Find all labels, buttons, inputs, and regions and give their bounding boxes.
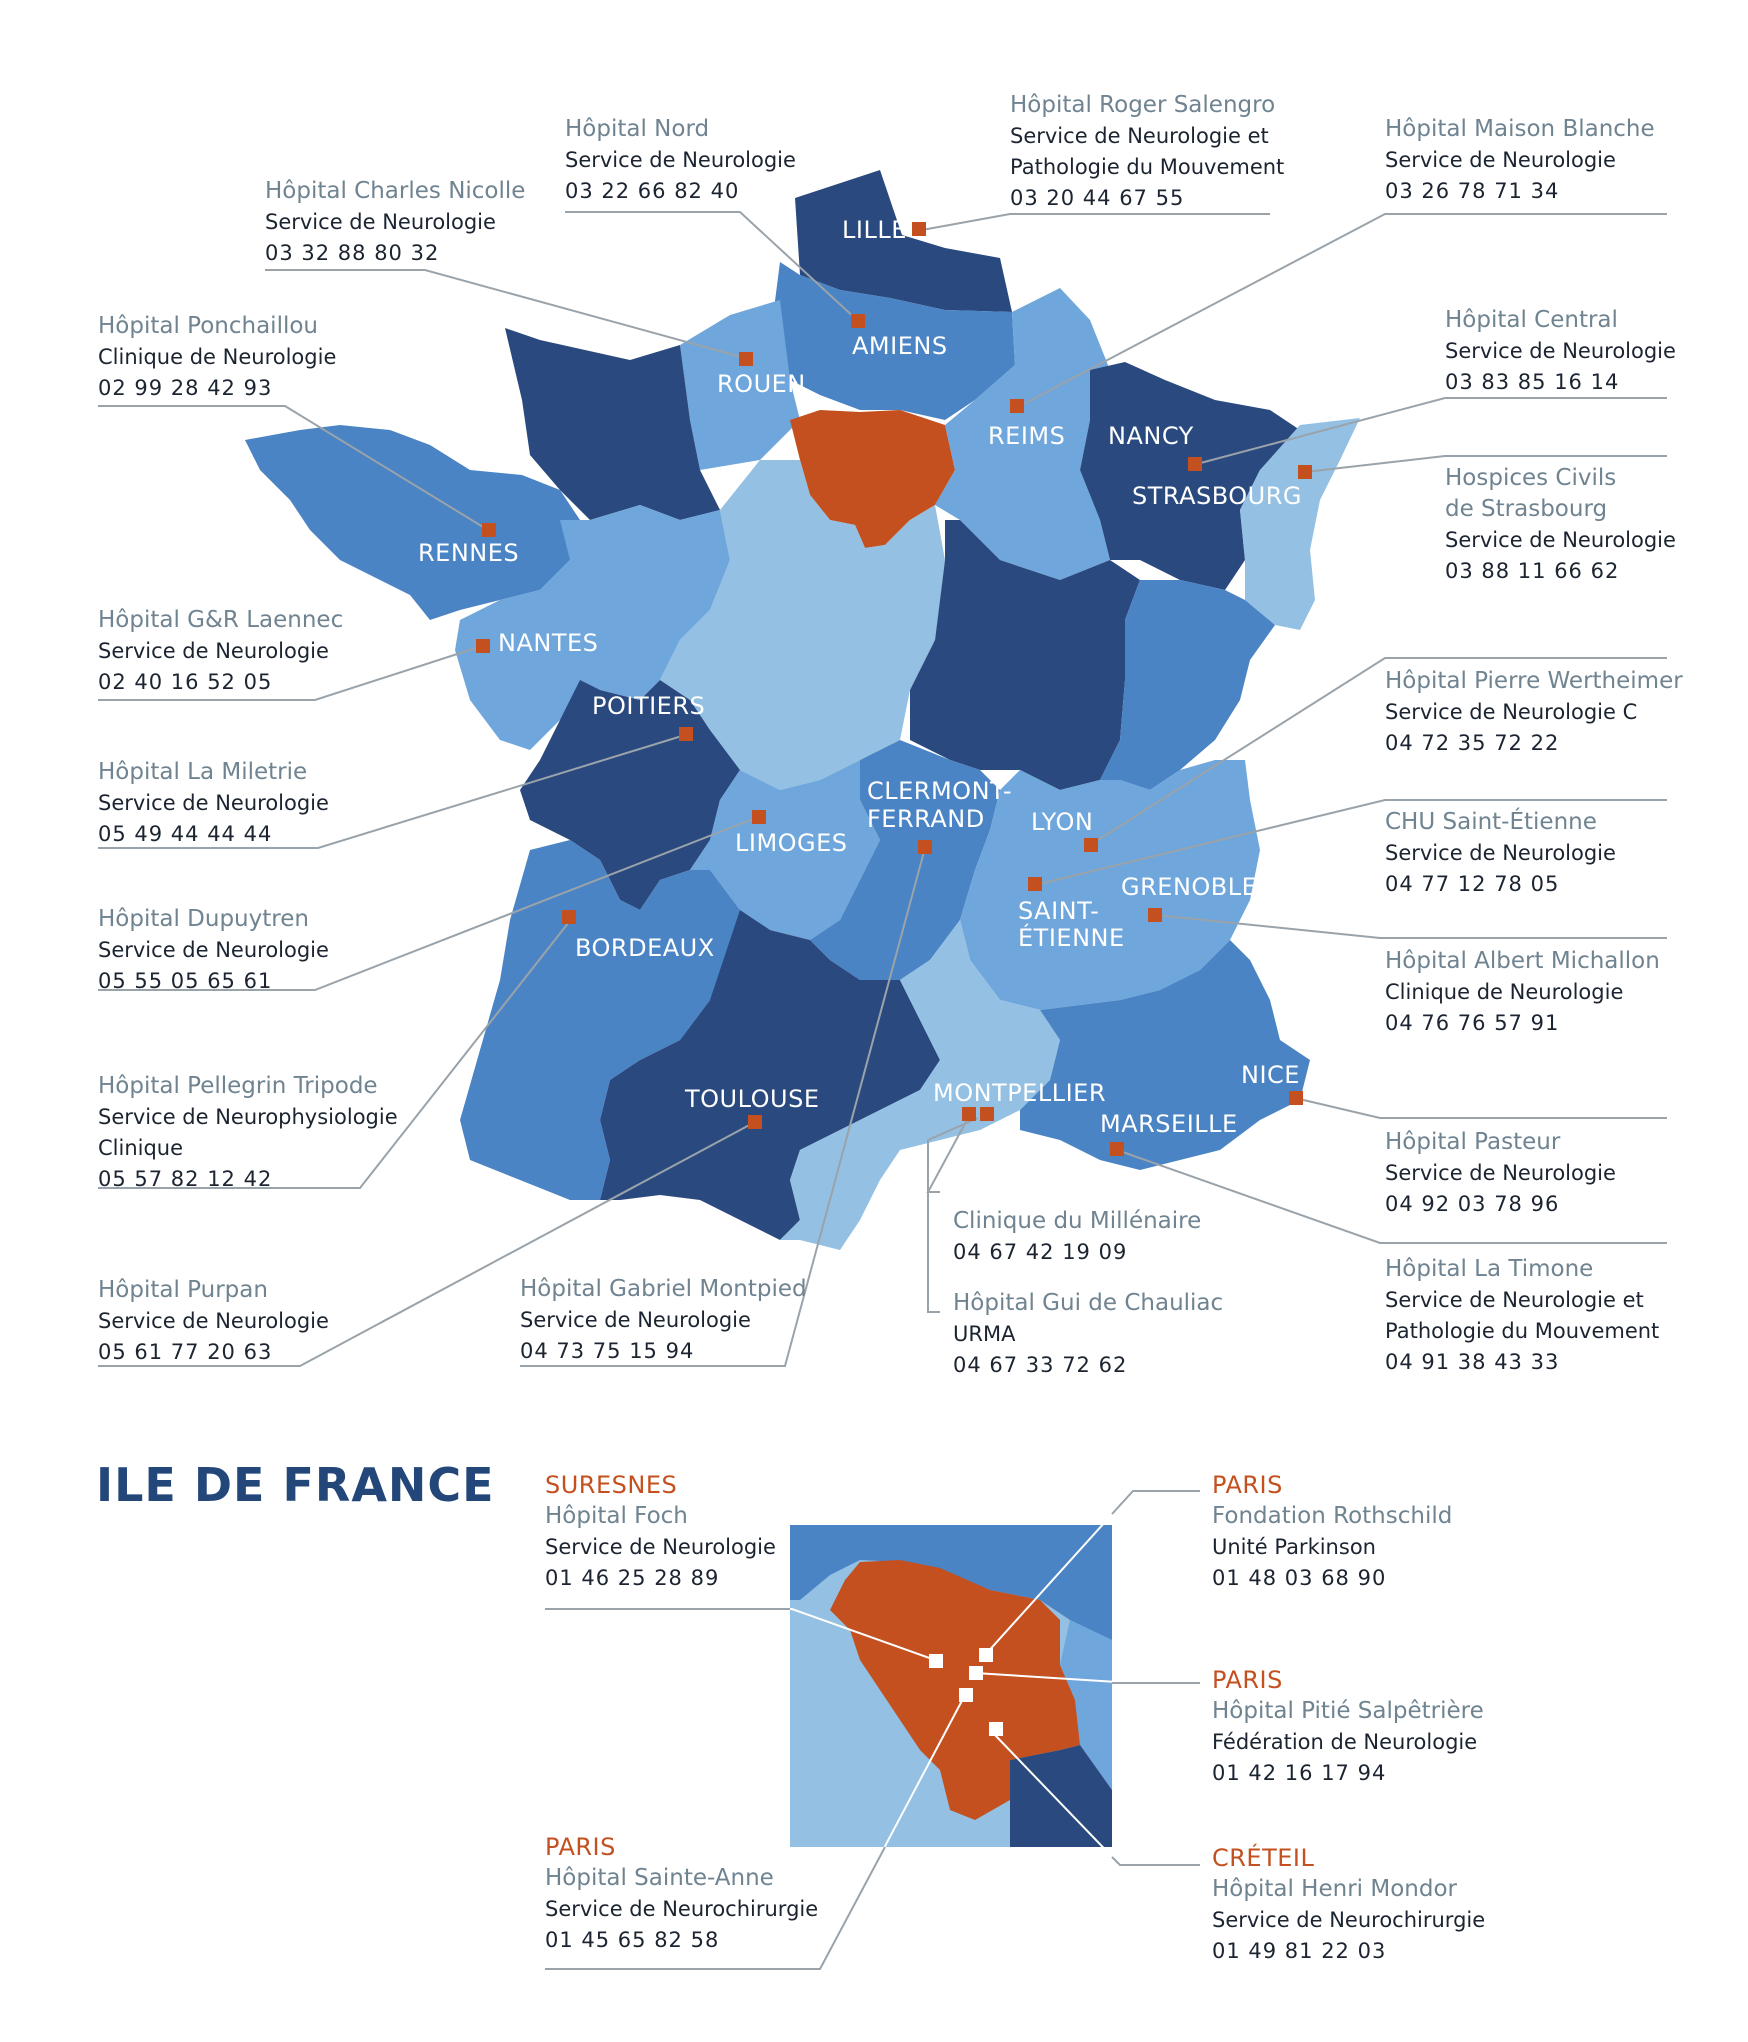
hospital-service: Service de Neurologie: [98, 639, 329, 663]
hospital-service: Service de Neurologie: [98, 791, 329, 815]
callout-pierre-wertheimer: [1385, 666, 1683, 759]
hospital-phone: 04 76 76 57 91: [1385, 1011, 1560, 1035]
callout-albert-michallon: [1385, 946, 1660, 1039]
callout-hospices-strasbourg: [1445, 463, 1676, 587]
marker-nantes: [476, 639, 490, 653]
hospital-name: Hôpital La Miletrie: [98, 759, 308, 785]
leader-salengro: [922, 214, 1270, 230]
hospital-name: Hôpital Foch: [545, 1503, 688, 1529]
callout-rothschild: [1212, 1470, 1452, 1594]
hospital-phone: 01 45 65 82 58: [545, 1928, 720, 1952]
hospital-name: Hospices Civils: [1445, 465, 1617, 491]
hospital-name: Hôpital Maison Blanche: [1385, 116, 1655, 142]
hospital-phone: 03 88 11 66 62: [1445, 559, 1620, 583]
hospital-name-line2: de Strasbourg: [1445, 496, 1608, 522]
city-label-poitiers: POITIERS: [592, 692, 706, 720]
hospital-name: Hôpital Purpan: [98, 1277, 268, 1303]
city-label-strasbourg: STRASBOURG: [1132, 482, 1303, 510]
callout-dupuytren: [98, 904, 329, 997]
hospital-phone: 01 42 16 17 94: [1212, 1761, 1387, 1785]
hospital-name: Hôpital Roger Salengro: [1010, 92, 1276, 118]
marker-montpellier-2: [980, 1107, 994, 1121]
city-label-lyon: LYON: [1031, 808, 1094, 836]
leader-rothschild-outer: [1112, 1491, 1200, 1514]
city-label-rouen: ROUEN: [717, 370, 806, 398]
callout-roger-salengro: [1010, 90, 1284, 214]
marker-saint-etienne: [1028, 877, 1042, 891]
hospital-service: Clinique de Neurologie: [1385, 980, 1624, 1004]
hospital-service: Service de Neurologie: [565, 148, 796, 172]
city-label-clermont-1: CLERMONT-: [867, 777, 1013, 805]
hospital-name: Hôpital Albert Michallon: [1385, 948, 1660, 974]
city-label-saint-etienne-1: SAINT-: [1018, 897, 1100, 925]
hospital-phone: 05 61 77 20 63: [98, 1340, 273, 1364]
hospital-service: Service de Neurologie: [98, 1309, 329, 1333]
hospital-service-line2: Pathologie du Mouvement: [1385, 1319, 1660, 1343]
hospital-name: Hôpital Pierre Wertheimer: [1385, 668, 1683, 694]
marker-rouen: [739, 352, 753, 366]
hospital-phone: 04 73 75 15 94: [520, 1339, 695, 1363]
hospital-name: Hôpital Ponchaillou: [98, 313, 319, 339]
city-label-grenoble: GRENOBLE: [1121, 873, 1258, 901]
callout-hopital-nord: [565, 114, 796, 207]
hospital-phone: 03 83 85 16 14: [1445, 370, 1620, 394]
callout-foch: [545, 1470, 776, 1594]
hospital-phone: 03 26 78 71 34: [1385, 179, 1560, 203]
hospital-service: Unité Parkinson: [1212, 1535, 1376, 1559]
hospital-service: Service de Neurochirurgie: [1212, 1908, 1486, 1932]
hospital-name: Hôpital Pasteur: [1385, 1129, 1561, 1155]
hospital-name: Hôpital G&R Laennec: [98, 607, 344, 633]
marker-nancy: [1188, 457, 1202, 471]
hospital-phone: 03 32 88 80 32: [265, 241, 440, 265]
idf-marker-rothschild: [979, 1648, 993, 1662]
hospital-name: Clinique du Millénaire: [953, 1208, 1202, 1234]
marker-montpellier-1: [962, 1107, 976, 1121]
hospital-service: Service de Neurologie et: [1385, 1288, 1644, 1312]
hospital-service: Fédération de Neurologie: [1212, 1730, 1478, 1754]
marker-amiens: [851, 314, 865, 328]
hospital-phone: 04 92 03 78 96: [1385, 1192, 1560, 1216]
marker-lyon: [1084, 838, 1098, 852]
city-label-marseille: MARSEILLE: [1100, 1110, 1238, 1138]
marker-rennes: [482, 523, 496, 537]
hospital-service: URMA: [953, 1322, 1016, 1346]
hospital-phone: 04 72 35 72 22: [1385, 731, 1560, 755]
marker-reims: [1010, 399, 1024, 413]
callout-ponchaillou: [98, 311, 336, 404]
hospital-phone: 04 77 12 78 05: [1385, 872, 1560, 896]
region-bretagne: [245, 425, 580, 620]
hospital-service: Service de Neurologie: [1385, 148, 1616, 172]
marker-poitiers: [679, 727, 693, 741]
city-label-lille: LILLE: [842, 216, 907, 244]
hospital-name: Hôpital Sainte-Anne: [545, 1865, 774, 1891]
city-label-montpellier: MONTPELLIER: [933, 1079, 1107, 1107]
hospital-service: Service de Neurologie: [1445, 339, 1676, 363]
idf-city: PARIS: [1212, 1471, 1283, 1499]
idf-marker-foch: [929, 1654, 943, 1668]
callout-charles-nicolle: [265, 176, 525, 269]
city-label-nantes: NANTES: [498, 629, 599, 657]
hospital-name: Hôpital Pellegrin Tripode: [98, 1073, 378, 1099]
leader-nicolle: [265, 270, 745, 358]
callout-la-miletrie: [98, 757, 329, 850]
idf-city: PARIS: [1212, 1666, 1283, 1694]
hospital-service: Service de Neurologie et: [1010, 124, 1269, 148]
callout-laennec: [98, 605, 343, 698]
hospital-service: Service de Neurologie: [98, 938, 329, 962]
marker-nice: [1289, 1091, 1303, 1105]
city-label-limoges: LIMOGES: [735, 829, 848, 857]
hospital-service: Service de Neurologie: [520, 1308, 751, 1332]
idf-marker-mondor: [989, 1722, 1003, 1736]
hospital-service: Service de Neurochirurgie: [545, 1897, 819, 1921]
marker-toulouse: [748, 1115, 762, 1129]
hospital-name: CHU Saint-Étienne: [1385, 809, 1597, 835]
marker-grenoble: [1148, 908, 1162, 922]
hospital-service: Service de Neurologie C: [1385, 700, 1638, 724]
marker-strasbourg: [1298, 465, 1312, 479]
hospital-name: Hôpital Henri Mondor: [1212, 1876, 1457, 1902]
hospital-service: Service de Neurologie: [1385, 1161, 1616, 1185]
city-label-toulouse: TOULOUSE: [685, 1085, 820, 1113]
hospital-name: Hôpital La Timone: [1385, 1256, 1594, 1282]
idf-city: PARIS: [545, 1833, 616, 1861]
hospital-name: Hôpital Gabriel Montpied: [520, 1276, 807, 1302]
idf-section-title: ILE DE FRANCE: [96, 1458, 495, 1512]
marker-bordeaux: [562, 910, 576, 924]
hospital-phone: 02 99 28 42 93: [98, 376, 273, 400]
hospital-phone: 03 20 44 67 55: [1010, 186, 1185, 210]
callout-hopital-central: [1445, 305, 1676, 398]
hospital-service: Service de Neurologie: [545, 1535, 776, 1559]
callout-la-timone: [1385, 1254, 1659, 1378]
callout-pellegrin-tripode: [98, 1071, 398, 1195]
city-label-rennes: RENNES: [418, 539, 520, 567]
city-label-nice: NICE: [1241, 1061, 1300, 1089]
hospital-name: Hôpital Charles Nicolle: [265, 178, 526, 204]
hospital-service-line2: Pathologie du Mouvement: [1010, 155, 1285, 179]
callout-gui-de-chauliac: [953, 1288, 1223, 1381]
leader-mondor-outer: [1112, 1857, 1200, 1865]
hospital-phone: 01 48 03 68 90: [1212, 1566, 1387, 1590]
callout-maison-blanche: [1385, 114, 1655, 207]
callout-pasteur: [1385, 1127, 1616, 1220]
hospital-service-line2: Clinique: [98, 1136, 184, 1160]
hospital-phone: 03 22 66 82 40: [565, 179, 740, 203]
hospital-service: Service de Neurophysiologie: [98, 1105, 398, 1129]
hospital-name: Hôpital Nord: [565, 116, 710, 142]
hospital-phone: 04 67 33 72 62: [953, 1353, 1128, 1377]
callout-sainte-anne: [545, 1832, 818, 1956]
hospital-phone: 04 67 42 19 09: [953, 1240, 1128, 1264]
hospital-service: Service de Neurologie: [265, 210, 496, 234]
idf-marker-santeanne: [959, 1688, 973, 1702]
callout-pitie-salpetriere: [1212, 1665, 1484, 1789]
hospital-name: Hôpital Gui de Chauliac: [953, 1290, 1224, 1316]
callout-chu-saint-etienne: [1385, 807, 1616, 900]
city-label-amiens: AMIENS: [852, 332, 948, 360]
hospital-phone: 05 55 05 65 61: [98, 969, 273, 993]
hospital-name: Fondation Rothschild: [1212, 1503, 1453, 1529]
city-label-reims: REIMS: [988, 422, 1066, 450]
hospital-service: Clinique de Neurologie: [98, 345, 337, 369]
marker-clermont: [918, 840, 932, 854]
marker-limoges: [752, 810, 766, 824]
hospital-phone: 05 57 82 12 42: [98, 1167, 273, 1191]
hospital-phone: 04 91 38 43 33: [1385, 1350, 1560, 1374]
leader-pasteur: [1295, 1098, 1667, 1118]
hospital-phone: 02 40 16 52 05: [98, 670, 273, 694]
callout-millenaire: [953, 1206, 1201, 1268]
idf-marker-pitie: [969, 1666, 983, 1680]
hospital-phone: 01 49 81 22 03: [1212, 1939, 1387, 1963]
hospital-phone: 01 46 25 28 89: [545, 1566, 720, 1590]
hospital-service: Service de Neurologie: [1385, 841, 1616, 865]
idf-city: SURESNES: [545, 1471, 678, 1499]
hospital-phone: 05 49 44 44 44: [98, 822, 273, 846]
hospital-name: Hôpital Pitié Salpêtrière: [1212, 1698, 1484, 1724]
city-label-bordeaux: BORDEAUX: [575, 934, 715, 962]
hospital-name: Hôpital Central: [1445, 307, 1618, 333]
callout-gabriel-montpied: [520, 1274, 807, 1367]
city-label-clermont-2: FERRAND: [867, 805, 985, 833]
callout-henri-mondor: [1212, 1843, 1485, 1967]
city-label-nancy: NANCY: [1108, 422, 1194, 450]
marker-marseille: [1110, 1142, 1124, 1156]
city-label-saint-etienne-2: ÉTIENNE: [1018, 924, 1125, 952]
idf-city: CRÉTEIL: [1212, 1844, 1315, 1872]
callout-purpan: [98, 1275, 329, 1368]
hospital-name: Hôpital Dupuytren: [98, 906, 309, 932]
marker-lille: [912, 222, 926, 236]
hospital-service: Service de Neurologie: [1445, 528, 1676, 552]
